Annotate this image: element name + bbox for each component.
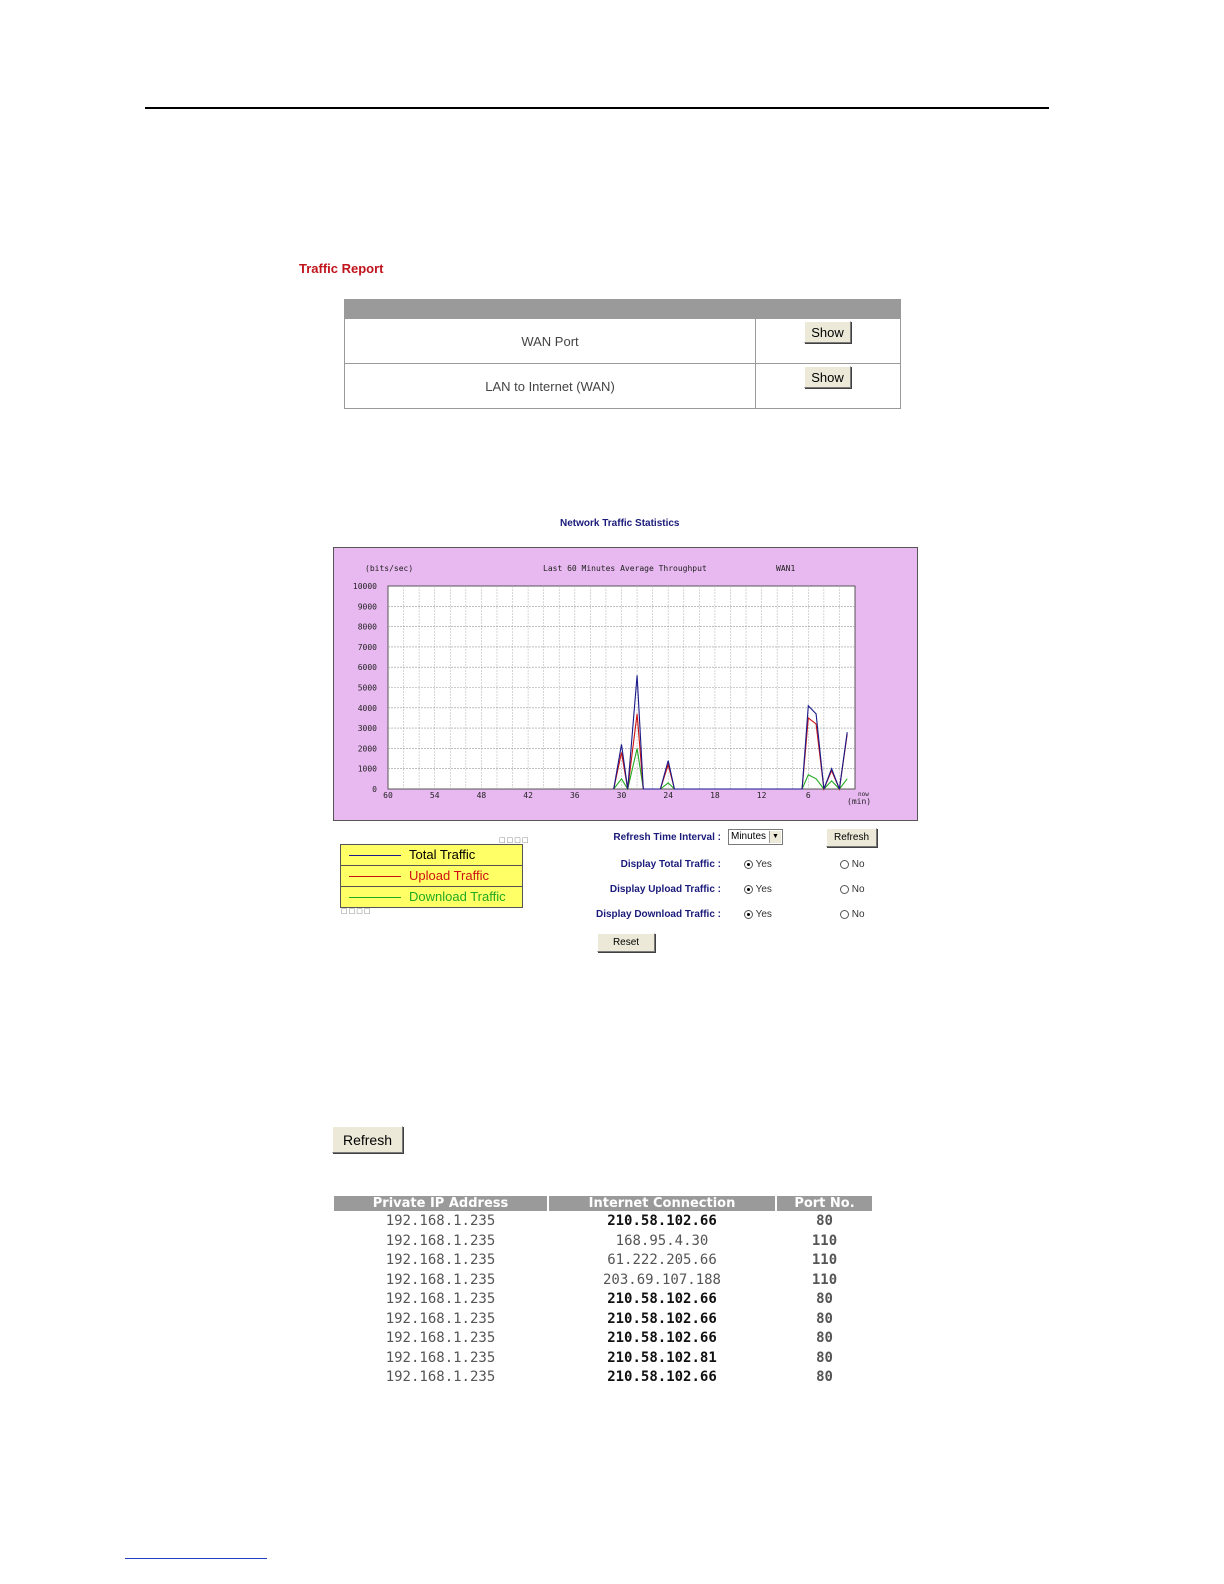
display-download-label: Display Download Traffic : bbox=[595, 909, 721, 920]
y-tick-label: 7000 bbox=[357, 642, 377, 652]
x-tick-label: 30 bbox=[616, 791, 627, 800]
display-total-label: Display Total Traffic : bbox=[620, 859, 721, 870]
private-ip-cell: 192.168.1.235 bbox=[385, 1349, 496, 1366]
chart-legend bbox=[340, 844, 523, 908]
internet-connection-cell: 210.58.102.66 bbox=[607, 1369, 717, 1385]
col-header-internet-connection: Internet Connection bbox=[549, 1196, 775, 1211]
internet-connection-cell: 210.58.102.66 bbox=[607, 1330, 717, 1346]
sessions-refresh-button[interactable]: Refresh bbox=[332, 1126, 403, 1153]
internet-connection-cell: 210.58.102.66 bbox=[607, 1310, 717, 1327]
legend-swatch-upload bbox=[349, 876, 401, 877]
download-no-radio[interactable] bbox=[840, 910, 849, 919]
x-now-label: now bbox=[858, 791, 869, 798]
legend-label-upload: Upload Traffic bbox=[409, 868, 489, 883]
upload-no-label: No bbox=[851, 884, 865, 895]
refresh-interval-select[interactable] bbox=[728, 829, 783, 845]
total-yes-label: Yes bbox=[755, 859, 772, 870]
x-tick-label: 18 bbox=[710, 791, 720, 800]
legend-label-download: Download Traffic bbox=[409, 889, 506, 904]
x-tick-label: 42 bbox=[523, 791, 533, 800]
chevron-down-icon[interactable]: ▼ bbox=[769, 831, 781, 843]
x-tick-label: 24 bbox=[663, 791, 674, 800]
download-yes-option[interactable] bbox=[744, 909, 772, 920]
x-tick-label: 12 bbox=[756, 791, 767, 800]
port-cell: 80 bbox=[816, 1369, 833, 1385]
y-tick-label: 3000 bbox=[357, 724, 377, 734]
legend-swatch-download bbox=[349, 897, 401, 898]
internet-connection-cell: 203.69.107.188 bbox=[602, 1271, 721, 1288]
stats-title: Network Traffic Statistics bbox=[560, 518, 680, 529]
port-cell: 80 bbox=[816, 1330, 833, 1346]
plot-area bbox=[353, 582, 871, 806]
chart-header-mid: Last 60 Minutes Average Throughput bbox=[543, 564, 707, 573]
legend-item-total bbox=[341, 845, 522, 866]
port-cell: 110 bbox=[811, 1252, 838, 1268]
private-ip-cell: 192.168.1.235 bbox=[385, 1271, 496, 1288]
total-no-radio[interactable] bbox=[840, 860, 849, 869]
y-tick-label: 6000 bbox=[357, 663, 377, 673]
x-tick-label: 60 bbox=[383, 791, 393, 800]
download-yes-radio[interactable] bbox=[744, 910, 753, 919]
traffic-chart-svg bbox=[333, 547, 918, 821]
internet-connection-cell: 210.58.102.66 bbox=[607, 1291, 717, 1307]
download-no-label: No bbox=[851, 909, 865, 920]
traffic-chart bbox=[333, 547, 918, 821]
refresh-interval-label: Refresh Time Interval : bbox=[613, 832, 721, 843]
y-tick-label: 5000 bbox=[357, 683, 377, 693]
total-no-label: No bbox=[851, 859, 865, 870]
private-ip-cell: 192.168.1.235 bbox=[385, 1369, 496, 1385]
upload-yes-label: Yes bbox=[755, 884, 772, 895]
legend-deco-bottom: □□□□ bbox=[341, 907, 372, 915]
internet-connection-cell: 210.58.102.81 bbox=[607, 1349, 717, 1366]
header-rule bbox=[145, 107, 1049, 109]
traffic-report-row-lan bbox=[345, 363, 900, 408]
internet-connection-cell: 168.95.4.30 bbox=[615, 1232, 709, 1249]
y-tick-label: 0 bbox=[372, 785, 377, 794]
row-label: WAN Port bbox=[345, 319, 756, 363]
internet-connection-cell: 210.58.102.66 bbox=[607, 1213, 717, 1229]
traffic-report-header bbox=[345, 300, 900, 318]
private-ip-cell: 192.168.1.235 bbox=[385, 1252, 496, 1268]
port-cell: 110 bbox=[811, 1271, 838, 1288]
chart-header-left: (bits/sec) bbox=[365, 564, 414, 573]
total-no-option[interactable] bbox=[840, 859, 865, 870]
y-tick-label: 1000 bbox=[357, 764, 377, 774]
legend-label-total: Total Traffic bbox=[409, 847, 476, 862]
chart-header-right: WAN1 bbox=[776, 564, 796, 573]
traffic-report-row-wan bbox=[345, 318, 900, 363]
col-header-private-ip: Private IP Address bbox=[334, 1196, 547, 1211]
private-ip-cell: 192.168.1.235 bbox=[385, 1232, 496, 1249]
upload-yes-radio[interactable] bbox=[744, 885, 753, 894]
x-tick-label: 48 bbox=[476, 791, 487, 800]
port-cell: 110 bbox=[811, 1232, 838, 1249]
legend-deco-top: □□□□ bbox=[499, 836, 530, 844]
y-tick-label: 10000 bbox=[352, 582, 377, 591]
x-axis-label: (min) bbox=[847, 797, 872, 806]
total-yes-option[interactable] bbox=[744, 859, 772, 870]
port-cell: 80 bbox=[816, 1291, 833, 1307]
private-ip-cell: 192.168.1.235 bbox=[385, 1330, 496, 1346]
download-yes-label: Yes bbox=[755, 909, 772, 920]
y-tick-label: 4000 bbox=[357, 703, 377, 713]
col-header-port: Port No. bbox=[777, 1196, 872, 1211]
y-tick-label: 8000 bbox=[357, 622, 377, 632]
legend-swatch-total bbox=[349, 855, 401, 856]
traffic-report-table bbox=[344, 299, 901, 409]
footer-link-rule bbox=[125, 1558, 267, 1559]
x-tick-label: 36 bbox=[569, 791, 580, 800]
show-lan-wan-button[interactable]: Show bbox=[804, 366, 851, 388]
upload-no-option[interactable] bbox=[840, 884, 865, 895]
port-cell: 80 bbox=[816, 1310, 833, 1327]
y-tick-label: 2000 bbox=[357, 744, 377, 754]
reset-button[interactable]: Reset bbox=[597, 933, 655, 952]
upload-no-radio[interactable] bbox=[840, 885, 849, 894]
port-cell: 80 bbox=[816, 1349, 833, 1366]
x-tick-label: 54 bbox=[429, 791, 440, 800]
y-tick-label: 9000 bbox=[357, 602, 377, 612]
port-cell: 80 bbox=[816, 1213, 833, 1229]
show-wan-port-button[interactable]: Show bbox=[804, 321, 851, 343]
x-tick-label: 6 bbox=[805, 791, 811, 800]
private-ip-cell: 192.168.1.235 bbox=[385, 1310, 496, 1327]
display-upload-label: Display Upload Traffic : bbox=[609, 884, 721, 895]
private-ip-cell: 192.168.1.235 bbox=[385, 1213, 496, 1229]
legend-item-upload bbox=[341, 866, 522, 887]
total-yes-radio[interactable] bbox=[744, 860, 753, 869]
legend-item-download bbox=[341, 887, 522, 908]
download-no-option[interactable] bbox=[840, 909, 865, 920]
private-ip-cell: 192.168.1.235 bbox=[385, 1291, 496, 1307]
row-label: LAN to Internet (WAN) bbox=[345, 364, 756, 408]
traffic-report-title: Traffic Report bbox=[299, 261, 384, 276]
internet-connection-cell: 61.222.205.66 bbox=[607, 1252, 717, 1268]
refresh-interval-value: Minutes bbox=[731, 831, 767, 842]
chart-refresh-button[interactable]: Refresh bbox=[826, 828, 877, 847]
upload-yes-option[interactable] bbox=[744, 884, 772, 895]
